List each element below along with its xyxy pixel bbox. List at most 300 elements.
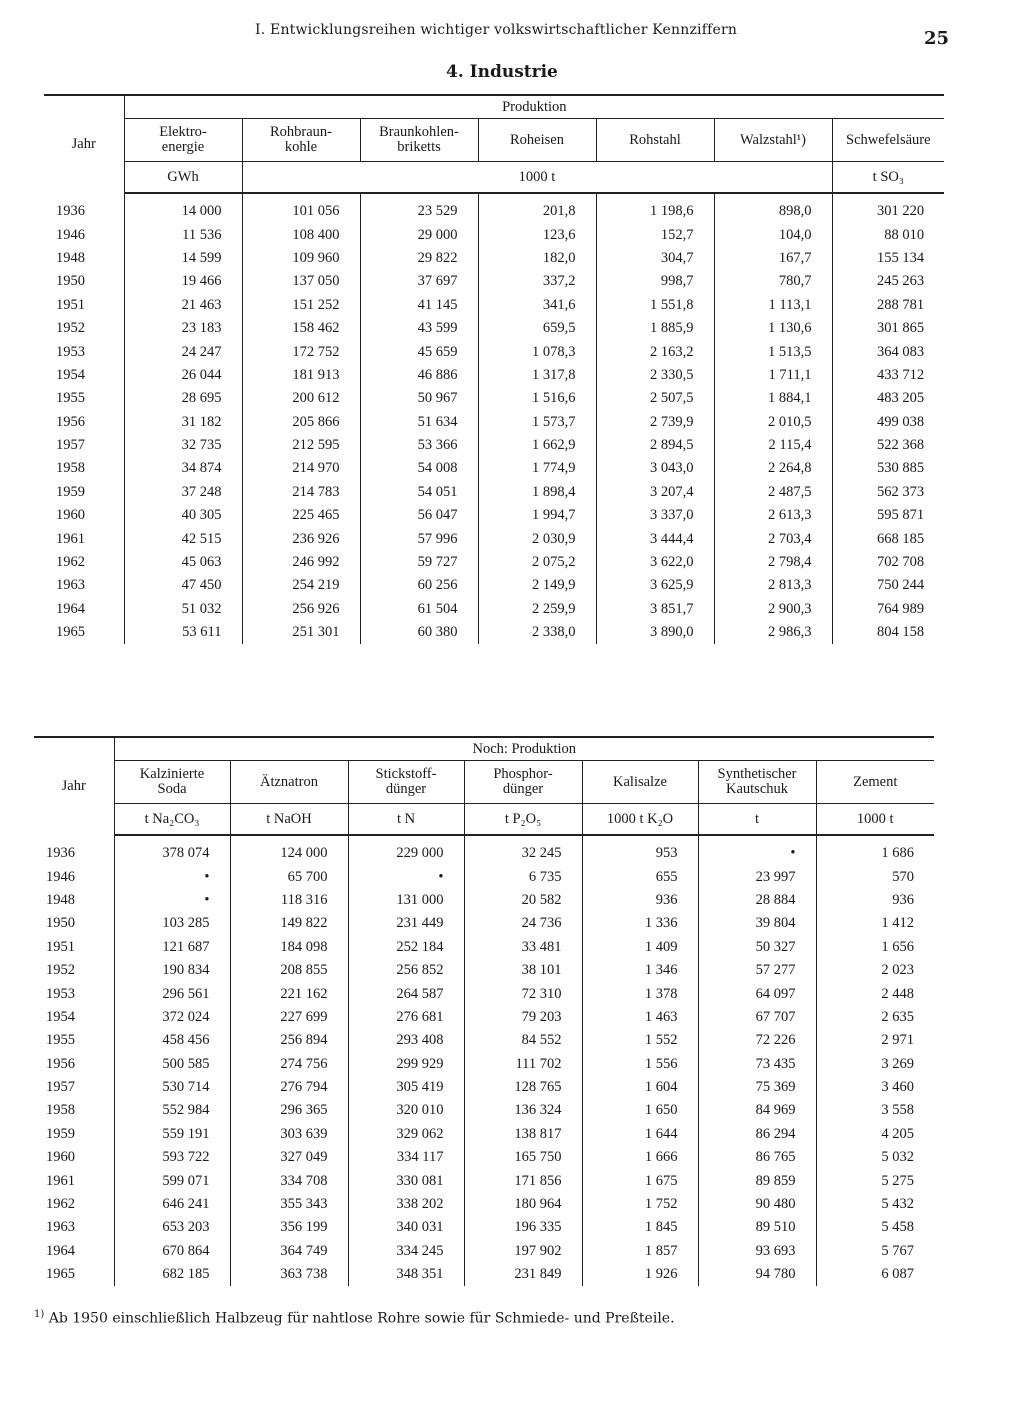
value-cell: 3 207,4 xyxy=(596,481,714,504)
value-cell: 363 738 xyxy=(230,1263,348,1286)
value-cell: 599 071 xyxy=(114,1169,230,1192)
value-cell: 53 611 xyxy=(124,621,242,644)
value-cell: 1 650 xyxy=(582,1099,698,1122)
value-cell: 1 884,1 xyxy=(714,387,832,410)
table-row xyxy=(34,1193,934,1216)
value-cell: 56 047 xyxy=(360,504,478,527)
value-cell: 138 817 xyxy=(464,1123,582,1146)
year-cell: 1956 xyxy=(44,411,124,434)
value-cell: 2 739,9 xyxy=(596,411,714,434)
value-cell: 327 049 xyxy=(230,1146,348,1169)
value-cell: 1 317,8 xyxy=(478,364,596,387)
unit-header: t N xyxy=(348,804,464,836)
value-cell: 2 075,2 xyxy=(478,551,596,574)
value-cell: 246 992 xyxy=(242,551,360,574)
value-cell: 254 219 xyxy=(242,574,360,597)
value-cell: 2 986,3 xyxy=(714,621,832,644)
value-cell: 109 960 xyxy=(242,247,360,270)
value-cell: 296 561 xyxy=(114,982,230,1005)
value-cell: 3 269 xyxy=(881,1055,914,1072)
value-cell: 1 604 xyxy=(582,1076,698,1099)
value-cell: 14 000 xyxy=(124,193,242,223)
value-cell: 39 804 xyxy=(698,912,816,935)
value-cell: 670 864 xyxy=(114,1240,230,1263)
value-cell: 214 783 xyxy=(242,481,360,504)
value-cell: 483 205 xyxy=(876,390,925,407)
value-cell: 2 487,5 xyxy=(714,481,832,504)
value-cell: 2 703,4 xyxy=(714,527,832,550)
value-cell: 305 419 xyxy=(348,1076,464,1099)
value-cell: 1 516,6 xyxy=(478,387,596,410)
value-cell: 3 890,0 xyxy=(596,621,714,644)
column-header: Schwefelsäure xyxy=(846,131,931,148)
value-cell: 341,6 xyxy=(478,294,596,317)
value-cell: 50 967 xyxy=(360,387,478,410)
value-cell: 1 752 xyxy=(582,1193,698,1216)
industry-table-2 xyxy=(34,736,934,1286)
value-cell: 94 780 xyxy=(698,1263,816,1286)
table-row xyxy=(44,270,944,293)
value-cell: 23 529 xyxy=(360,193,478,223)
table-row xyxy=(34,1053,934,1076)
value-cell: 86 294 xyxy=(698,1123,816,1146)
value-cell: 355 343 xyxy=(230,1193,348,1216)
value-cell: 60 256 xyxy=(360,574,478,597)
value-cell: 433 712 xyxy=(876,366,925,383)
value-cell: 34 874 xyxy=(124,457,242,480)
table-row xyxy=(34,1006,934,1029)
value-cell: 522 368 xyxy=(876,437,925,454)
year-cell: 1965 xyxy=(44,621,124,644)
value-cell: 320 010 xyxy=(348,1099,464,1122)
value-cell: 2 798,4 xyxy=(714,551,832,574)
table-row xyxy=(34,1146,934,1169)
value-cell: 42 515 xyxy=(124,527,242,550)
value-cell: 5 458 xyxy=(881,1219,914,1236)
value-cell: 5 767 xyxy=(881,1242,914,1259)
value-cell: 340 031 xyxy=(348,1216,464,1239)
value-cell: 1 898,4 xyxy=(478,481,596,504)
value-cell: 201,8 xyxy=(478,193,596,223)
unit-header: t xyxy=(698,804,816,836)
value-cell: 149 822 xyxy=(230,912,348,935)
value-cell: 2 635 xyxy=(881,1008,914,1025)
year-cell: 1960 xyxy=(34,1146,114,1169)
year-cell: 1958 xyxy=(44,457,124,480)
value-cell: 28 695 xyxy=(124,387,242,410)
value-cell: 221 162 xyxy=(230,982,348,1005)
value-cell: 559 191 xyxy=(114,1123,230,1146)
value-cell: 570 xyxy=(892,868,914,885)
value-cell: 252 184 xyxy=(348,936,464,959)
value-cell: 682 185 xyxy=(114,1263,230,1286)
value-cell: 804 158 xyxy=(876,624,925,641)
value-cell: 1 551,8 xyxy=(596,294,714,317)
column-header: Kalzinierte Soda xyxy=(114,761,230,804)
value-cell: 23 997 xyxy=(698,865,816,888)
value-cell: 500 585 xyxy=(114,1053,230,1076)
year-cell: 1950 xyxy=(34,912,114,935)
value-cell: 530 714 xyxy=(114,1076,230,1099)
running-title: I. Entwicklungsreihen wichtiger volkswirtschaftlicher Kennziffern xyxy=(255,22,738,38)
value-cell: 301 220 xyxy=(876,203,925,220)
table-row xyxy=(34,1240,934,1263)
value-cell: 20 582 xyxy=(464,889,582,912)
year-cell: 1952 xyxy=(34,959,114,982)
value-cell: 50 327 xyxy=(698,936,816,959)
footnote-marker: 1) xyxy=(34,1309,45,1320)
value-cell: 3 622,0 xyxy=(596,551,714,574)
year-cell: 1946 xyxy=(44,223,124,246)
value-cell: 4 205 xyxy=(881,1125,914,1142)
year-cell: 1953 xyxy=(44,340,124,363)
unit-header: 1000 t xyxy=(242,162,832,194)
value-cell: 236 926 xyxy=(242,527,360,550)
value-cell: 1 926 xyxy=(582,1263,698,1286)
year-cell: 1959 xyxy=(34,1123,114,1146)
value-cell: 1 463 xyxy=(582,1006,698,1029)
value-cell: 180 964 xyxy=(464,1193,582,1216)
table-row xyxy=(44,223,944,246)
value-cell: 293 408 xyxy=(348,1029,464,1052)
value-cell: 2 894,5 xyxy=(596,434,714,457)
value-cell: 89 859 xyxy=(698,1169,816,1192)
year-cell: 1960 xyxy=(44,504,124,527)
value-cell: 750 244 xyxy=(876,577,925,594)
value-cell: 84 552 xyxy=(464,1029,582,1052)
value-cell: 1 845 xyxy=(582,1216,698,1239)
value-cell: 264 587 xyxy=(348,982,464,1005)
year-cell: 1948 xyxy=(34,889,114,912)
value-cell: 67 707 xyxy=(698,1006,816,1029)
value-cell: 337,2 xyxy=(478,270,596,293)
table-row xyxy=(34,865,934,888)
value-cell: 3 337,0 xyxy=(596,504,714,527)
value-cell: 11 536 xyxy=(124,223,242,246)
unit-header: t P₂O₅ xyxy=(464,804,582,836)
value-cell: 303 639 xyxy=(230,1123,348,1146)
value-cell: 118 316 xyxy=(230,889,348,912)
value-cell: 1 513,5 xyxy=(714,340,832,363)
value-cell: 72 226 xyxy=(698,1029,816,1052)
value-cell: 54 051 xyxy=(360,481,478,504)
value-cell: 646 241 xyxy=(114,1193,230,1216)
value-cell: 334 708 xyxy=(230,1169,348,1192)
value-cell: 256 852 xyxy=(348,959,464,982)
column-header: Stickstoff- dünger xyxy=(348,761,464,804)
value-cell: 2 813,3 xyxy=(714,574,832,597)
value-cell: 111 702 xyxy=(464,1053,582,1076)
value-cell: 2 264,8 xyxy=(714,457,832,480)
year-cell: 1959 xyxy=(44,481,124,504)
value-cell: 227 699 xyxy=(230,1006,348,1029)
column-header: Phosphor- dünger xyxy=(464,761,582,804)
value-cell: 276 794 xyxy=(230,1076,348,1099)
value-cell: 936 xyxy=(892,891,914,908)
value-cell: 1 656 xyxy=(881,938,914,955)
value-cell: 1 675 xyxy=(582,1169,698,1192)
value-cell: 2 163,2 xyxy=(596,340,714,363)
column-header: Braunkohlen- briketts xyxy=(360,119,478,162)
value-cell: 61 504 xyxy=(360,598,478,621)
year-cell: 1953 xyxy=(34,982,114,1005)
value-cell: 32 245 xyxy=(464,835,582,865)
page-number: 25 xyxy=(924,28,950,49)
value-cell: 212 595 xyxy=(242,434,360,457)
value-cell: 898,0 xyxy=(714,193,832,223)
value-cell: 121 687 xyxy=(114,936,230,959)
value-cell: 131 000 xyxy=(348,889,464,912)
year-cell: 1965 xyxy=(34,1263,114,1286)
value-cell: 21 463 xyxy=(124,294,242,317)
value-cell: 499 038 xyxy=(876,413,925,430)
table-row xyxy=(44,551,944,574)
value-cell: 6 087 xyxy=(881,1266,914,1283)
table-row xyxy=(34,912,934,935)
value-cell: 653 203 xyxy=(114,1216,230,1239)
value-cell: 330 081 xyxy=(348,1169,464,1192)
value-cell: 46 886 xyxy=(360,364,478,387)
value-cell: 1 409 xyxy=(582,936,698,959)
value-cell: 155 134 xyxy=(876,249,925,266)
year-cell: 1956 xyxy=(34,1053,114,1076)
value-cell: 38 101 xyxy=(464,959,582,982)
value-cell: 31 182 xyxy=(124,411,242,434)
value-cell: 256 894 xyxy=(230,1029,348,1052)
value-cell: 1 885,9 xyxy=(596,317,714,340)
value-cell: • xyxy=(114,865,230,888)
year-header: Jahr xyxy=(44,95,124,193)
value-cell: 2 507,5 xyxy=(596,387,714,410)
table-row xyxy=(44,527,944,550)
value-cell: 72 310 xyxy=(464,982,582,1005)
table-row xyxy=(34,982,934,1005)
year-cell: 1963 xyxy=(34,1216,114,1239)
value-cell: 32 735 xyxy=(124,434,242,457)
table-row xyxy=(44,193,944,223)
value-cell: 593 722 xyxy=(114,1146,230,1169)
value-cell: 73 435 xyxy=(698,1053,816,1076)
value-cell: 29 000 xyxy=(360,223,478,246)
value-cell: 256 926 xyxy=(242,598,360,621)
value-cell: 128 765 xyxy=(464,1076,582,1099)
value-cell: 1 666 xyxy=(582,1146,698,1169)
value-cell: 953 xyxy=(582,835,698,865)
value-cell: 57 996 xyxy=(360,527,478,550)
column-header: Rohbraun- kohle xyxy=(242,119,360,162)
value-cell: 190 834 xyxy=(114,959,230,982)
value-cell: 1 113,1 xyxy=(714,294,832,317)
value-cell: 136 324 xyxy=(464,1099,582,1122)
table-row xyxy=(44,457,944,480)
value-cell: 2 149,9 xyxy=(478,574,596,597)
value-cell: 167,7 xyxy=(714,247,832,270)
value-cell: 998,7 xyxy=(596,270,714,293)
value-cell: 197 902 xyxy=(464,1240,582,1263)
value-cell: 2 023 xyxy=(881,962,914,979)
year-cell: 1957 xyxy=(34,1076,114,1099)
unit-header: t Na₂CO₃ xyxy=(114,804,230,836)
value-cell: 165 750 xyxy=(464,1146,582,1169)
year-cell: 1946 xyxy=(34,865,114,888)
table-row xyxy=(34,835,934,865)
year-cell: 1948 xyxy=(44,247,124,270)
unit-header: GWh xyxy=(124,162,242,194)
value-cell: 181 913 xyxy=(242,364,360,387)
value-cell: 595 871 xyxy=(876,507,925,524)
year-cell: 1957 xyxy=(44,434,124,457)
value-cell: 1 198,6 xyxy=(596,193,714,223)
value-cell: 301 865 xyxy=(876,320,925,337)
value-cell: 40 305 xyxy=(124,504,242,527)
value-cell: 37 697 xyxy=(360,270,478,293)
section-title: 4. Industrie xyxy=(446,62,558,82)
value-cell: 214 970 xyxy=(242,457,360,480)
value-cell: 304,7 xyxy=(596,247,714,270)
value-cell: 1 078,3 xyxy=(478,340,596,363)
table-row xyxy=(44,434,944,457)
value-cell: 274 756 xyxy=(230,1053,348,1076)
value-cell: 65 700 xyxy=(230,865,348,888)
value-cell: • xyxy=(348,865,464,888)
value-cell: 251 301 xyxy=(242,621,360,644)
year-cell: 1964 xyxy=(34,1240,114,1263)
value-cell: 655 xyxy=(582,865,698,888)
year-cell: 1952 xyxy=(44,317,124,340)
value-cell: 1 573,7 xyxy=(478,411,596,434)
year-cell: 1955 xyxy=(44,387,124,410)
value-cell: 276 681 xyxy=(348,1006,464,1029)
unit-header: t NaOH xyxy=(230,804,348,836)
value-cell: 225 465 xyxy=(242,504,360,527)
column-header: Elektro- energie xyxy=(124,119,242,162)
table-row xyxy=(34,959,934,982)
value-cell: 1 711,1 xyxy=(714,364,832,387)
column-header: Walzstahl¹) xyxy=(714,119,832,162)
value-cell: 103 285 xyxy=(114,912,230,935)
year-cell: 1961 xyxy=(44,527,124,550)
value-cell: 1 336 xyxy=(582,912,698,935)
value-cell: 152,7 xyxy=(596,223,714,246)
value-cell: 2 338,0 xyxy=(478,621,596,644)
value-cell: 60 380 xyxy=(360,621,478,644)
value-cell: 5 432 xyxy=(881,1196,914,1213)
value-cell: 334 245 xyxy=(348,1240,464,1263)
table-row xyxy=(44,598,944,621)
value-cell: 47 450 xyxy=(124,574,242,597)
table-row xyxy=(44,411,944,434)
value-cell: 229 000 xyxy=(348,835,464,865)
value-cell: 137 050 xyxy=(242,270,360,293)
table-row xyxy=(44,481,944,504)
value-cell: 231 849 xyxy=(464,1263,582,1286)
column-header: Kalisalze xyxy=(582,761,698,804)
value-cell: 86 765 xyxy=(698,1146,816,1169)
unit-header: 1000 t xyxy=(816,804,934,836)
value-cell: 51 032 xyxy=(124,598,242,621)
value-cell: 288 781 xyxy=(876,296,925,313)
value-cell: 53 366 xyxy=(360,434,478,457)
value-cell: 23 183 xyxy=(124,317,242,340)
value-cell: 2 448 xyxy=(881,985,914,1002)
value-cell: 372 024 xyxy=(114,1006,230,1029)
value-cell: 124 000 xyxy=(230,835,348,865)
value-cell: 196 335 xyxy=(464,1216,582,1239)
value-cell: 182,0 xyxy=(478,247,596,270)
table-row xyxy=(44,364,944,387)
table-row xyxy=(44,621,944,644)
value-cell: 3 444,4 xyxy=(596,527,714,550)
year-cell: 1936 xyxy=(44,193,124,223)
year-cell: 1951 xyxy=(44,294,124,317)
value-cell: 348 351 xyxy=(348,1263,464,1286)
value-cell: 1 556 xyxy=(582,1053,698,1076)
value-cell: 41 145 xyxy=(360,294,478,317)
value-cell: 101 056 xyxy=(242,193,360,223)
value-cell: 158 462 xyxy=(242,317,360,340)
table-row xyxy=(34,1123,934,1146)
value-cell: 1 130,6 xyxy=(714,317,832,340)
value-cell: 329 062 xyxy=(348,1123,464,1146)
value-cell: 659,5 xyxy=(478,317,596,340)
value-cell: 702 708 xyxy=(876,554,925,571)
value-cell: 530 885 xyxy=(876,460,925,477)
value-cell: 2 330,5 xyxy=(596,364,714,387)
value-cell: 19 466 xyxy=(124,270,242,293)
unit-header: 1000 t K₂O xyxy=(582,804,698,836)
value-cell: 151 252 xyxy=(242,294,360,317)
value-cell: 334 117 xyxy=(348,1146,464,1169)
value-cell: 780,7 xyxy=(714,270,832,293)
year-cell: 1962 xyxy=(44,551,124,574)
value-cell: 88 010 xyxy=(884,226,925,243)
value-cell: 14 599 xyxy=(124,247,242,270)
table-row xyxy=(34,1169,934,1192)
value-cell: 1 857 xyxy=(582,1240,698,1263)
table-row xyxy=(34,1216,934,1239)
footnote xyxy=(34,1309,675,1327)
value-cell: 5 275 xyxy=(881,1172,914,1189)
value-cell: 24 247 xyxy=(124,340,242,363)
value-cell: 51 634 xyxy=(360,411,478,434)
value-cell: 3 851,7 xyxy=(596,598,714,621)
value-cell: 89 510 xyxy=(698,1216,816,1239)
value-cell: 75 369 xyxy=(698,1076,816,1099)
value-cell: 37 248 xyxy=(124,481,242,504)
value-cell: 3 625,9 xyxy=(596,574,714,597)
value-cell: 1 686 xyxy=(881,845,914,862)
value-cell: 24 736 xyxy=(464,912,582,935)
value-cell: 2 971 xyxy=(881,1032,914,1049)
value-cell: 1 378 xyxy=(582,982,698,1005)
value-cell: 936 xyxy=(582,889,698,912)
value-cell: 231 449 xyxy=(348,912,464,935)
value-cell: 562 373 xyxy=(876,483,925,500)
value-cell: 458 456 xyxy=(114,1029,230,1052)
group-header: Produktion xyxy=(124,95,944,119)
value-cell: 6 735 xyxy=(464,865,582,888)
value-cell: 3 460 xyxy=(881,1079,914,1096)
table-row xyxy=(34,936,934,959)
value-cell: 205 866 xyxy=(242,411,360,434)
value-cell: 33 481 xyxy=(464,936,582,959)
value-cell: 2 613,3 xyxy=(714,504,832,527)
value-cell: 200 612 xyxy=(242,387,360,410)
year-cell: 1954 xyxy=(34,1006,114,1029)
table-row xyxy=(44,247,944,270)
value-cell: 79 203 xyxy=(464,1006,582,1029)
value-cell: 1 994,7 xyxy=(478,504,596,527)
